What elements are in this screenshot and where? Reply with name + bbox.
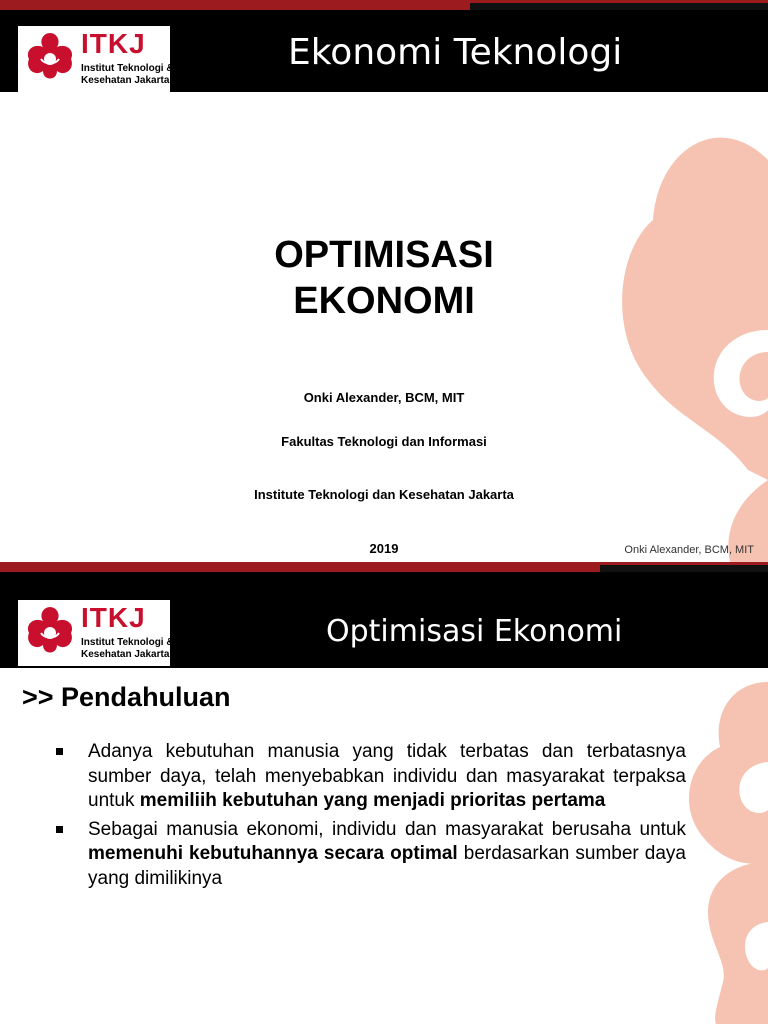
- bullet-emphasis: memenuhi kebutuhannya secara optimal: [88, 843, 458, 864]
- institute-name: Institute Teknologi dan Kesehatan Jakarta: [254, 487, 514, 502]
- bullet-text-end: berdasarkan sumber daya yang dimilikinya: [88, 843, 686, 889]
- itkj-logo: [18, 600, 174, 666]
- title-line-1: OPTIMISASI: [274, 234, 494, 276]
- year: 2019: [369, 541, 399, 556]
- section-heading: >> Pendahuluan: [22, 682, 231, 712]
- orchid-logo-icon: [21, 603, 79, 661]
- header-title: Optimisasi Ekonomi: [326, 614, 623, 649]
- logo-subtitle-1: Institut Teknologi &: [81, 637, 174, 648]
- bullet-item: [56, 818, 686, 892]
- faculty-name: Fakultas Teknologi dan Informasi: [281, 434, 487, 449]
- slide-introduction: [0, 562, 768, 1024]
- bullet-emphasis: memiliih kebutuhan yang menjadi prioritas pertama: [139, 790, 606, 811]
- itkj-logo: [18, 26, 174, 92]
- author-name: Onki Alexander, BCM, MIT: [303, 390, 465, 405]
- bullet-text: Sebagai manusia ekonomi, individu dan masyarakat berusaha untuk: [88, 818, 686, 840]
- orchid-logo-icon: [21, 29, 79, 87]
- slide-title-heading: [0, 232, 768, 324]
- top-stripe: [0, 562, 768, 572]
- title-line-2: EKONOMI: [293, 280, 475, 322]
- header-bar: [0, 10, 768, 92]
- header-title: Ekonomi Teknologi: [288, 32, 623, 73]
- bullet-list: [56, 740, 686, 891]
- logo-wordmark: ITKJ: [81, 602, 146, 633]
- logo-wordmark: ITKJ: [81, 28, 146, 59]
- logo-subtitle-2: Kesehatan Jakarta: [81, 75, 170, 86]
- bullet-text: Adanya kebutuhan manusia yang tidak terbatas dan terbatasnya sumber daya, telah menyebabkan individu dan masyarakat terpaksa untuk: [88, 741, 686, 811]
- logo-subtitle-1: Institut Teknologi &: [81, 63, 174, 74]
- logo-subtitle-2: Kesehatan Jakarta: [81, 649, 170, 660]
- header-bar: [0, 572, 768, 668]
- bullet-item: [56, 740, 686, 814]
- top-stripe: [0, 0, 768, 10]
- footer-author: Onki Alexander, BCM, MIT: [624, 544, 754, 556]
